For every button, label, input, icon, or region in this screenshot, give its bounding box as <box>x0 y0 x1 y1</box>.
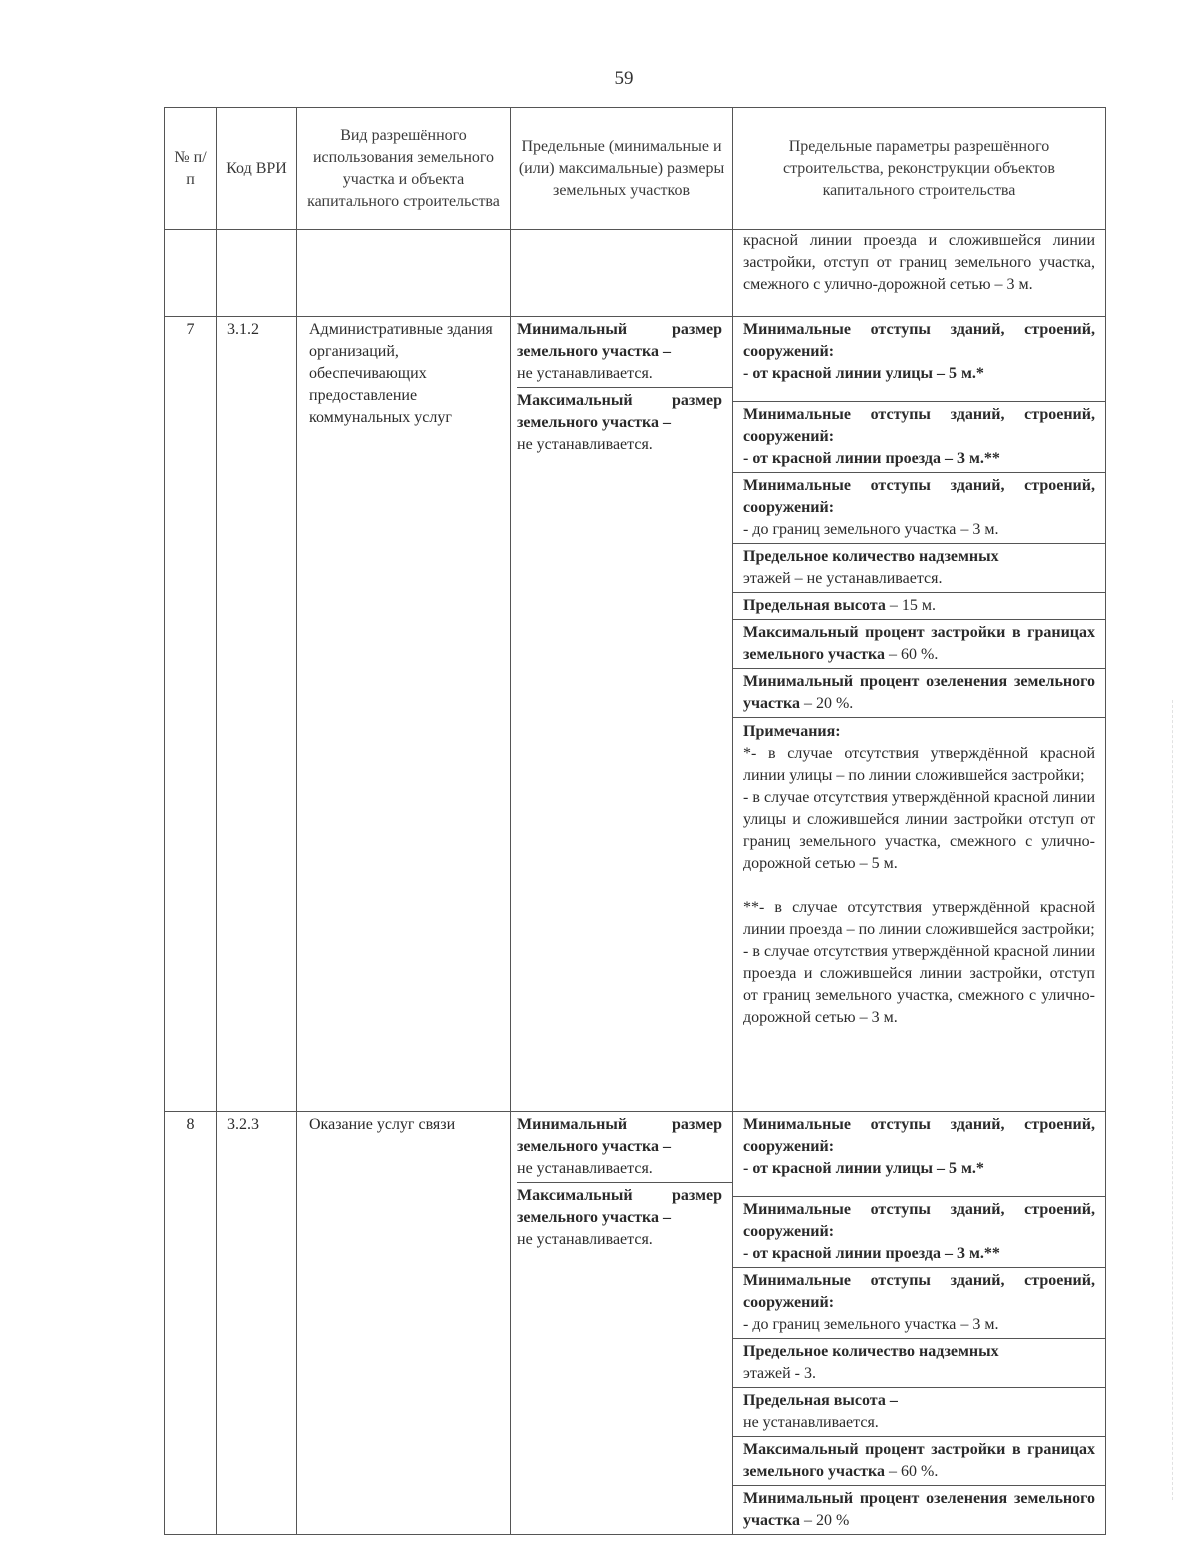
header-sizes: Предельные (минимальные и (или) максимальные) размеры земельных участков <box>511 108 733 230</box>
note-item: - в случае отсутствия утверждённой красной линии улицы и сложившейся линии застройки отступ от границ земельного участка, смежного с улично-дорожной сетью – 5 м. <box>743 789 1095 872</box>
table-row <box>165 1112 1106 1535</box>
scan-artifact <box>1172 700 1175 1500</box>
row-use: Оказание услуг связи <box>297 1112 511 1535</box>
param-item: Предельное количество надземных этажей - 3. <box>733 1339 1105 1388</box>
param-item: Предельная высота – не устанавливается. <box>733 1388 1105 1437</box>
zoning-table <box>164 107 1106 1535</box>
min-size: Минимальный размер земельного участка – не устанавливается. <box>517 1114 732 1183</box>
param-item: Минимальные отступы зданий, строений, сооружений: - от красной линии проезда – 3 м.** <box>733 1197 1105 1268</box>
row-num: 8 <box>165 1112 217 1535</box>
note-item: *- в случае отсутствия утверждённой красной линии улицы – по линии сложившейся застройки; <box>743 745 1095 784</box>
note-item: **- в случае отсутствия утверждённой красной линии проезда – по линии сложившейся застройки; <box>743 899 1095 938</box>
page-number: 59 <box>614 68 634 89</box>
param-item: Минимальные отступы зданий, строений, сооружений: - от красной линии проезда – 3 м.** <box>733 402 1105 473</box>
param-item: Максимальный процент застройки в границах земельного участка – 60 %. <box>733 1437 1105 1486</box>
row-sizes <box>511 317 733 1112</box>
param-item: Минимальные отступы зданий, строений, сооружений: - от красной линии улицы – 5 м.* <box>733 1112 1105 1197</box>
param-item: Предельная высота – 15 м. <box>733 593 1105 620</box>
header-use: Вид разрешённого использования земельного участка и объекта капитального строительства <box>297 108 511 230</box>
row-code: 3.2.3 <box>217 1112 297 1535</box>
table-row <box>165 317 1106 1112</box>
header-num: № п/п <box>165 108 217 230</box>
row-params <box>733 317 1106 1112</box>
row-num: 7 <box>165 317 217 1112</box>
continuation-text: красной линии проезда и сложившейся линии застройки, отступ от границ земельного участка, смежного с улично-дорожной сетью – 3 м. <box>743 232 1095 293</box>
header-code: Код ВРИ <box>217 108 297 230</box>
row-use: Административные здания организаций, обеспечивающих предоставление коммунальных услуг <box>297 317 511 1112</box>
min-size: Минимальный размер земельного участка – не устанавливается. <box>517 319 732 388</box>
header-params: Предельные параметры разрешённого строительства, реконструкции объектов капитального строительства <box>733 108 1106 230</box>
param-item: Минимальный процент озеленения земельного участка – 20 % <box>743 1490 1095 1529</box>
param-item: Минимальные отступы зданий, строений, сооружений: - от красной линии улицы – 5 м.* <box>733 317 1105 402</box>
row-sizes <box>511 1112 733 1535</box>
notes <box>733 718 1105 1031</box>
note-item: - в случае отсутствия утверждённой красной линии проезда и сложившейся линии застройки, отступ от границ земельного участка, смежного с улично-дорожной сетью – 3 м. <box>743 943 1095 1026</box>
param-item: Предельное количество надземных этажей – не устанавливается. <box>733 544 1105 593</box>
param-item: Минимальные отступы зданий, строений, сооружений: - до границ земельного участка – 3 м. <box>733 1268 1105 1339</box>
header-row <box>165 108 1106 230</box>
param-item: Минимальные отступы зданий, строений, сооружений: - до границ земельного участка – 3 м. <box>733 473 1105 544</box>
row-params <box>733 1112 1106 1535</box>
param-item: Максимальный процент застройки в границах земельного участка – 60 %. <box>733 620 1105 669</box>
param-item: Минимальный процент озеленения земельного участка – 20 %. <box>733 669 1105 718</box>
continuation-row <box>165 230 1106 317</box>
max-size: Максимальный размер земельного участка – не устанавливается. <box>517 1187 722 1248</box>
row-code: 3.1.2 <box>217 317 297 1112</box>
max-size: Максимальный размер земельного участка – не устанавливается. <box>517 392 722 453</box>
notes-title: Примечания: <box>743 723 841 740</box>
